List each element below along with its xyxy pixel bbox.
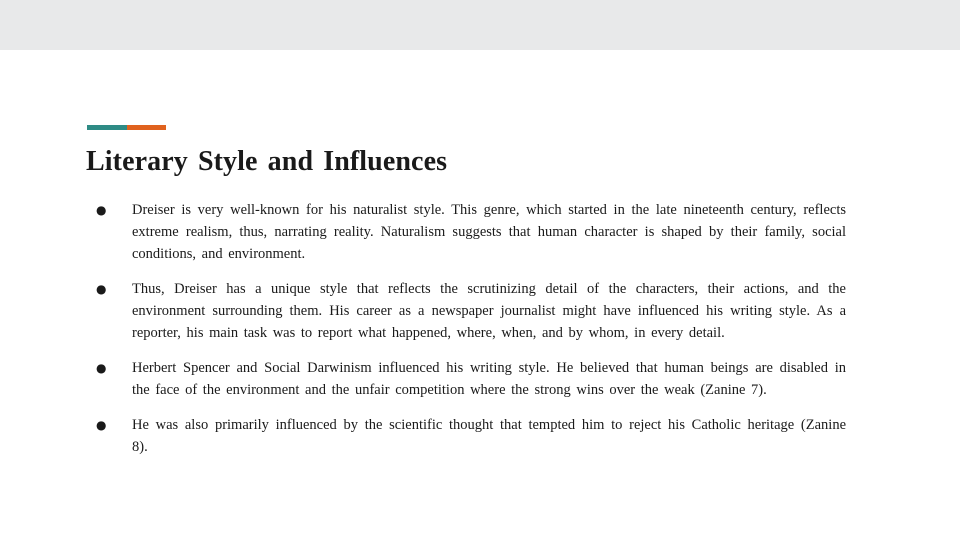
bullet-item: [96, 278, 846, 344]
bullet-text: He was also primarily influenced by the scientific thought that tempted him to reject his Catholic heritage (Zanine 8).: [132, 417, 846, 455]
slide: [0, 50, 960, 540]
bullet-item: [96, 414, 846, 458]
bullet-item: [96, 199, 846, 265]
bullet-item: [96, 357, 846, 401]
bullet-text: Thus, Dreiser has a unique style that reflects the scrutinizing detail of the characters, their actions, and the environment surrounding them. His career as a newspaper journalist might have influenced his writing style. As a reporter, his main task was to report what happened, where, when, and by whom, in every detail.: [132, 281, 846, 341]
top-bar: [0, 0, 960, 50]
bullet-dot-icon: ●: [96, 361, 107, 375]
accent-teal-segment: [87, 125, 127, 130]
bullet-dot-icon: ●: [96, 203, 107, 217]
bullet-dot-icon: ●: [96, 282, 107, 296]
slide-title: Literary Style and Influences: [86, 146, 448, 177]
bullet-list: [96, 199, 846, 471]
bullet-dot-icon: ●: [96, 418, 107, 432]
bullet-text: Herbert Spencer and Social Darwinism influenced his writing style. He believed that human beings are disabled in the face of the environment and the unfair competition where the strong wins over the weak (Zanine 7).: [132, 360, 846, 398]
accent-orange-segment: [127, 125, 166, 130]
bullet-text: Dreiser is very well-known for his naturalist style. This genre, which started in the late nineteenth century, reflects extreme realism, thus, narrating reality. Naturalism suggests that human character is shaped by their family, social conditions, and environment.: [132, 202, 846, 262]
title-accent-bar: [87, 125, 167, 130]
